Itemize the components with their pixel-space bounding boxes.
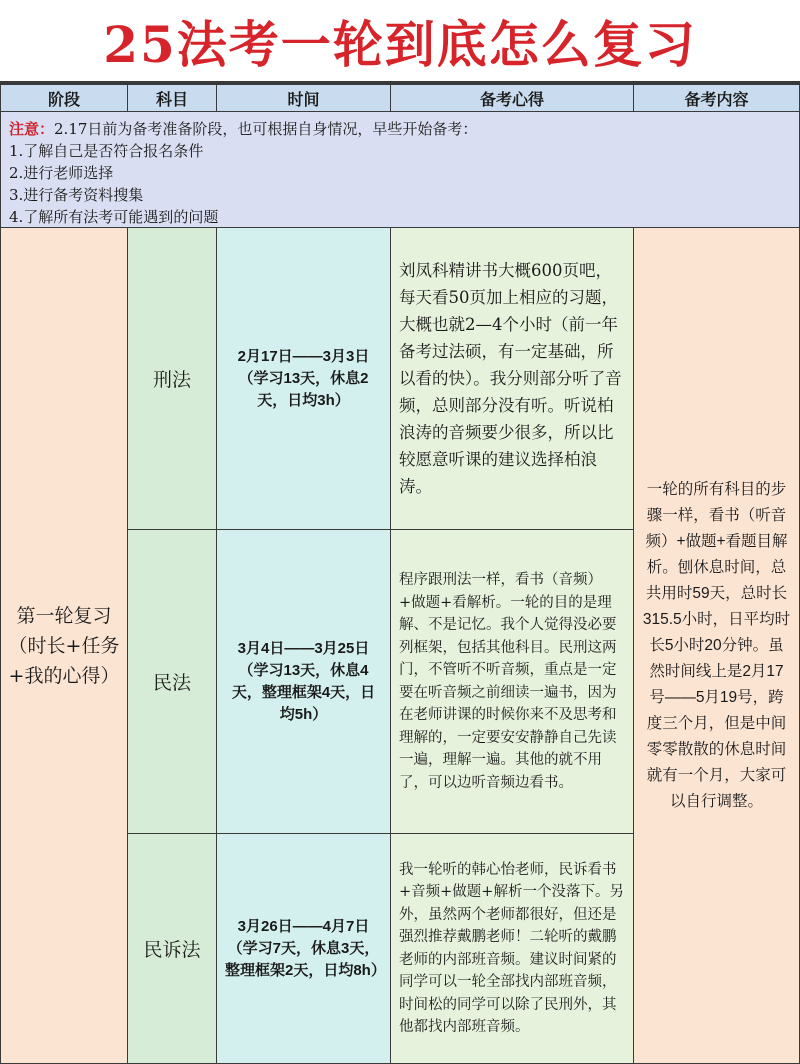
page-title: 25法考一轮到底怎么复习 <box>0 0 800 84</box>
time-criminal-law <box>216 227 391 530</box>
subject-civil-law: 民法 <box>127 529 217 834</box>
subject-criminal-law: 刑法 <box>127 227 217 530</box>
notice-item: 2.进行老师选择 <box>9 164 114 182</box>
notice-lead: 注意： <box>9 120 55 138</box>
notice-intro: 2.17日前为备考准备阶段，也可根据自身情况，早些开始备考： <box>54 120 478 138</box>
time-civil-law <box>216 529 391 834</box>
notes-civil-law <box>390 529 634 834</box>
time-text: 2月17日——3月3日（学习13天，休息2天，日均3h） <box>237 347 370 409</box>
time-text: 3月4日——3月25日（学习13天，休息4天，整理框架4天，日均5h） <box>231 639 376 723</box>
time-text: 3月26日——4月7日（学习7天，休息3天，整理框架2天，日均8h） <box>225 917 386 979</box>
header-content: 备考内容 <box>633 84 800 112</box>
notes-criminal-law <box>390 227 634 530</box>
stage-cell <box>0 227 128 1064</box>
header-time: 时间 <box>216 84 391 112</box>
content-cell <box>633 227 800 1064</box>
subject-civil-procedure: 民诉法 <box>127 833 217 1064</box>
header-notes: 备考心得 <box>390 84 634 112</box>
header-subject: 科目 <box>127 84 217 112</box>
notes-text: 刘凤科精讲书大概600页吧，每天看50页加上相应的习题，大概也就2—4个小时（前一年备考过法硕，有一定基础，所以看的快）。我分则部分听了音频，总则部分没有听。听说柏浪涛的音频要少很多，所以比较愿意听课的建议选择柏浪涛。 <box>399 261 622 496</box>
notice-item: 4.了解所有法考可能遇到的问题 <box>9 208 219 226</box>
notice-item: 3.进行备考资料搜集 <box>9 186 144 204</box>
time-civil-procedure <box>216 833 391 1064</box>
notice-box <box>0 111 800 228</box>
header-stage: 阶段 <box>0 84 128 112</box>
notice-item: 1.了解自己是否符合报名条件 <box>9 142 204 160</box>
study-plan-table <box>0 84 800 1064</box>
notes-civil-procedure <box>390 833 634 1064</box>
content-text: 一轮的所有科目的步骤一样，看书（听音频）+做题+看题目解析。刨休息时间，总共用时59天，总时长315.5小时，日平均时长5小时20分钟。虽然时间线上是2月17号——5月19号，跨度三个月，但是中间零零散散的休息时间就有一个月，大家可以自行调整。 <box>642 480 791 810</box>
notes-text: 我一轮听的韩心怡老师，民诉看书+音频+做题+解析一个没落下。另外，虽然两个老师都很好，但还是强烈推荐戴鹏老师！二轮听的戴鹏老师的内部班音频。建议时间紧的同学可以一轮全部找内部班音频，时间松的同学可以除了民刑外，其他都找内部班音频。 <box>399 861 624 1035</box>
notes-text: 程序跟刑法一样，看书（音频）+做题+看解析。一轮的目的是理解、不是记忆。我个人觉得没必要列框架，包括其他科目。民刑这两门，不管听不听音频，重点是一定要在听音频之前细读一遍书，因为在老师讲课的时候你来不及思考和理解的，一定要安安静静自己先读一遍，理解一遍。其他的就不用了，可以边听音频边看书。 <box>399 572 617 791</box>
stage-label: 第一轮复习（时长+任务+我的心得） <box>8 604 120 687</box>
